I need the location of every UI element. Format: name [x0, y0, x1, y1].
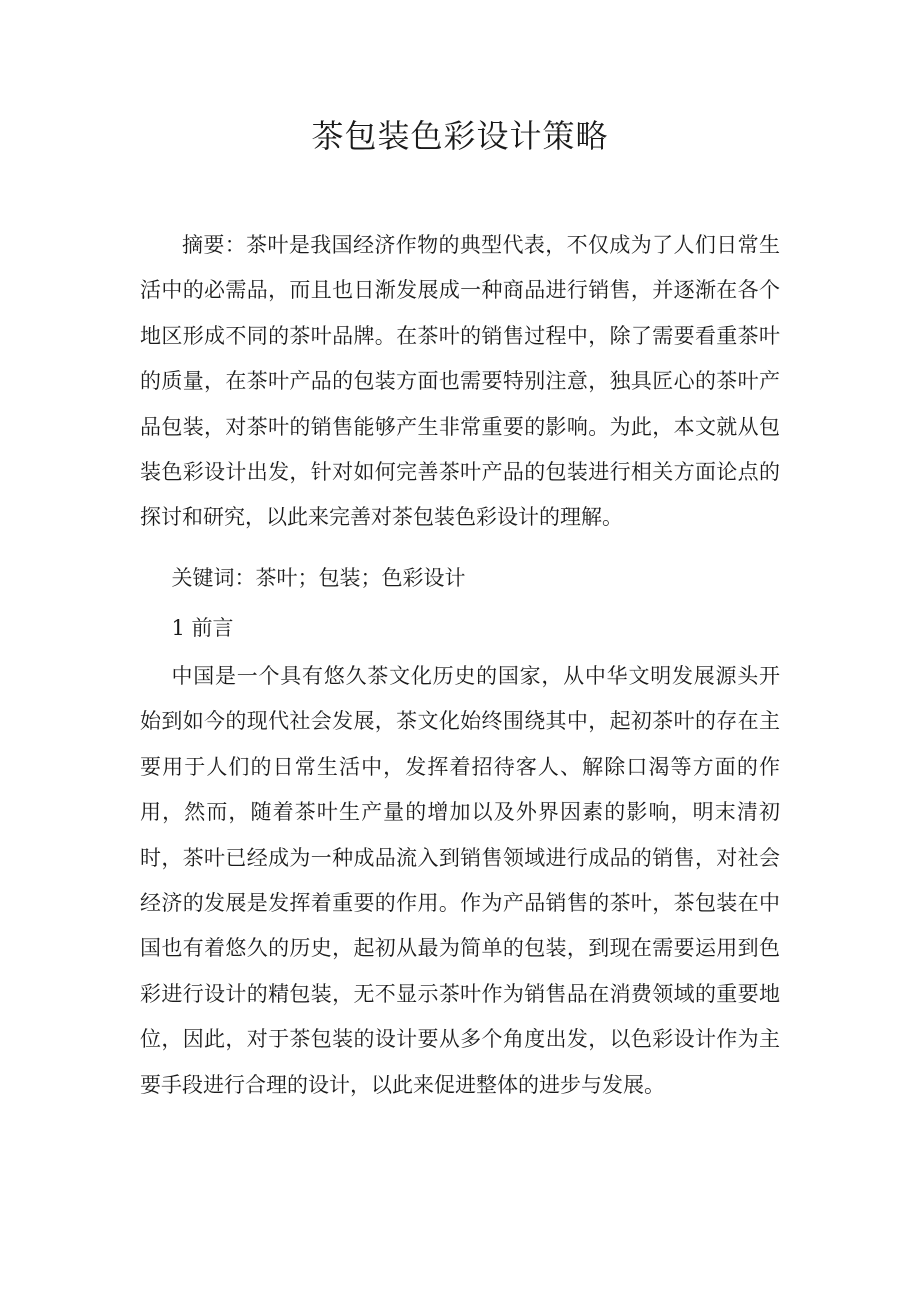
page-title: 茶包装色彩设计策略 — [311, 117, 609, 155]
abstract-paragraph: 摘要：茶叶是我国经济作物的典型代表，不仅成为了人们日常生活中的必需品，而且也日渐发展成一种商品进行销售，并逐渐在各个地区形成不同的茶叶品牌。在茶叶的销售过程中，除了需要看重茶叶的质量，在茶叶产品的包装方面也需要特别注意，独具匠心的茶叶产品包装，对茶叶的销售能够产生非常重要的影响。为此，本文就从包装色彩设计出发，针对如何完善茶叶产品的包装进行相关方面论点的探讨和研究，以此来完善对茶包装色彩设计的理解。 — [140, 233, 780, 530]
keywords-line: 关键词：茶叶；包装；色彩设计 — [171, 566, 466, 590]
section-heading: 1 前言 — [171, 616, 234, 640]
intro-paragraph: 中国是一个具有悠久茶文化历史的国家，从中华文明发展源头开始到如今的现代社会发展，茶文化始终围绕其中，起初茶叶的存在主要用于人们的日常生活中，发挥着招待客人、解除口渴等方面的作用，然而，随着茶叶生产量的增加以及外界因素的影响，明末清初时，茶叶已经成为一种成品流入到销售领域进行成品的销售，对社会经济的发展是发挥着重要的作用。作为产品销售的茶叶，茶包装在中国也有着悠久的历史，起初从最为简单的包装，到现在需要运用到色彩进行设计的精包装，无不显示茶叶作为销售品在消费领域的重要地位，因此，对于茶包装的设计要从多个角度出发，以色彩设计作为主要手段进行合理的设计，以此来促进整体的进步与发展。 — [140, 664, 780, 1097]
